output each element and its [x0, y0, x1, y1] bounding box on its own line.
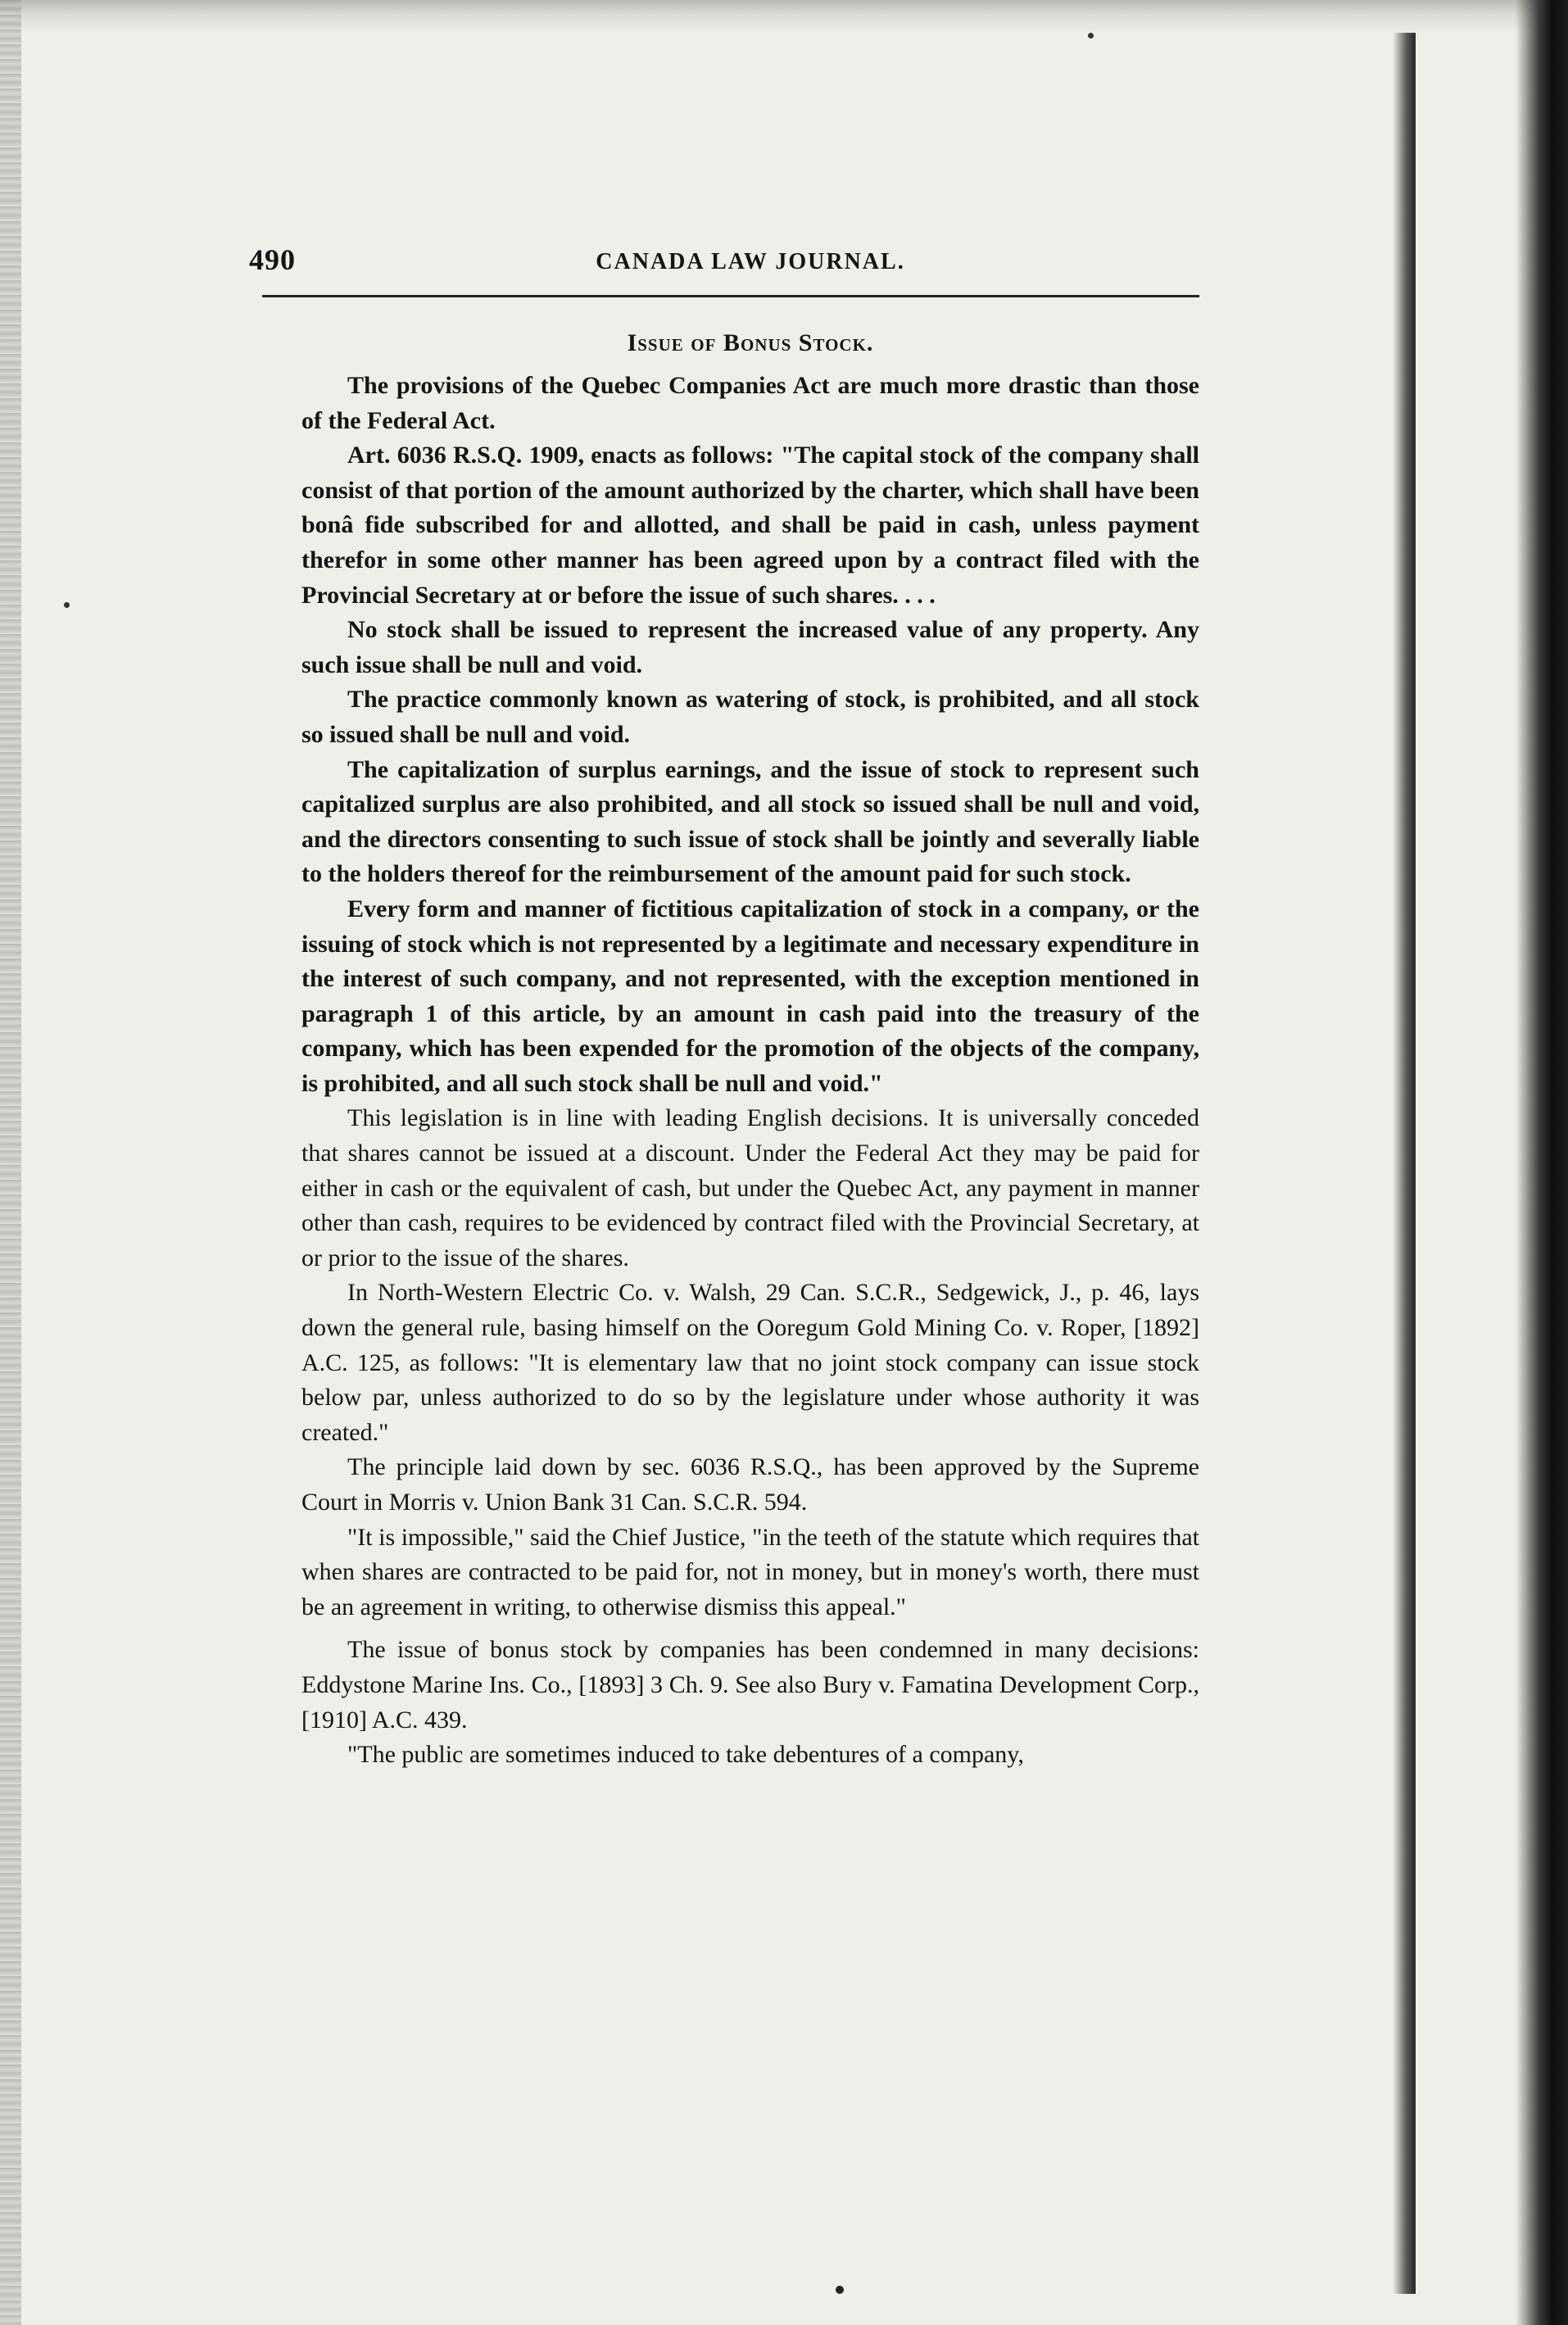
article-body — [301, 369, 1199, 1773]
header-rule — [262, 295, 1199, 297]
journal-page — [249, 238, 1199, 2261]
paragraph: The issue of bonus stock by companies has been condemned in many decisions: Eddystone Marine Ins. Co., [1893] 3 Ch. 9. See also Bury v. Famatina Development Corp., [1910] A.C. 439. — [301, 1636, 1199, 1734]
paragraph: Art. 6036 R.S.Q. 1909, enacts as follows: "The capital stock of the company shall consist of that portion of the amount authorized by the charter, which shall have been bonâ fide subscribed for and allotted, and shall be paid in cash, unless payment therefor in some other manner has been agreed upon by a contract filed with the Provincial Secretary at or before the issue of such shares. . . . — [301, 442, 1199, 609]
paragraph: Every form and manner of fictitious capitalization of stock in a company, or the issuing of stock which is not represented by a legitimate and necessary expenditure in the interest of such company, and not represented, with the exception mentioned in paragraph 1 of this article, by an amount in cash paid into the treasury of the company, which has been expended for the promotion of the objects of the company, is prohibited, and all such stock shall be null and void." — [301, 895, 1199, 1097]
paragraph: "It is impossible," said the Chief Justice, "in the teeth of the statute which requires that when shares are contracted to be paid for, not in money, but in money's worth, there must be an agreement in writing, to otherwise dismiss this appeal." — [301, 1523, 1199, 1620]
paragraph: In North-Western Electric Co. v. Walsh, 29 Can. S.C.R., Sedgewick, J., p. 46, lays down the general rule, basing himself on the Ooregum Gold Mining Co. v. Roper, [1892] A.C. 125, as follows: "It is elementary law that no joint stock company can issue stock below par, unless authorized to do so by the legislature under whose authority it was created." — [301, 1279, 1199, 1446]
page-gutter-shadow — [1393, 33, 1416, 2294]
scan-speck — [1088, 33, 1094, 39]
section-title: Issue of Bonus Stock. — [627, 329, 874, 356]
page-number: 490 — [249, 243, 296, 276]
paragraph: The practice commonly known as watering of stock, is prohibited, and all stock so issued shall be null and void. — [301, 686, 1199, 748]
paragraph: "The public are sometimes induced to take debentures of a company, — [347, 1741, 1024, 1769]
scan-top-edge — [0, 0, 1568, 33]
scan-left-edge — [0, 0, 21, 2325]
paragraph: The capitalization of surplus earnings, and the issue of stock to represent such capitalized surplus are also prohibited, and all stock so issued shall be null and void, and the directors consenting to such issue of stock shall be jointly and severally liable to the holders thereof for the reimbursement of the amount paid for such stock. — [301, 755, 1199, 888]
scan-speck — [64, 602, 70, 608]
running-head: CANADA LAW JOURNAL. — [596, 249, 905, 274]
paragraph: The principle laid down by sec. 6036 R.S.Q., has been approved by the Supreme Court in Morris v. Union Bank 31 Can. S.C.R. 594. — [301, 1453, 1199, 1516]
paragraph: No stock shall be issued to represent the increased value of any property. Any such issue shall be null and void. — [301, 616, 1199, 678]
paragraph: The provisions of the Quebec Companies Act are much more drastic than those of the Federal Act. — [301, 372, 1199, 434]
page-header — [249, 238, 1199, 288]
scan-right-edge — [1516, 0, 1568, 2325]
paragraph: This legislation is in line with leading English decisions. It is universally conceded that shares cannot be issued at a discount. Under the Federal Act they may be paid for either in cash or the equivalent of cash, but under the Quebec Act, any payment in manner other than cash, requires to be evidenced by contract filed with the Provincial Secretary, at or prior to the issue of the shares. — [301, 1104, 1199, 1271]
page-mark — [836, 2286, 844, 2294]
